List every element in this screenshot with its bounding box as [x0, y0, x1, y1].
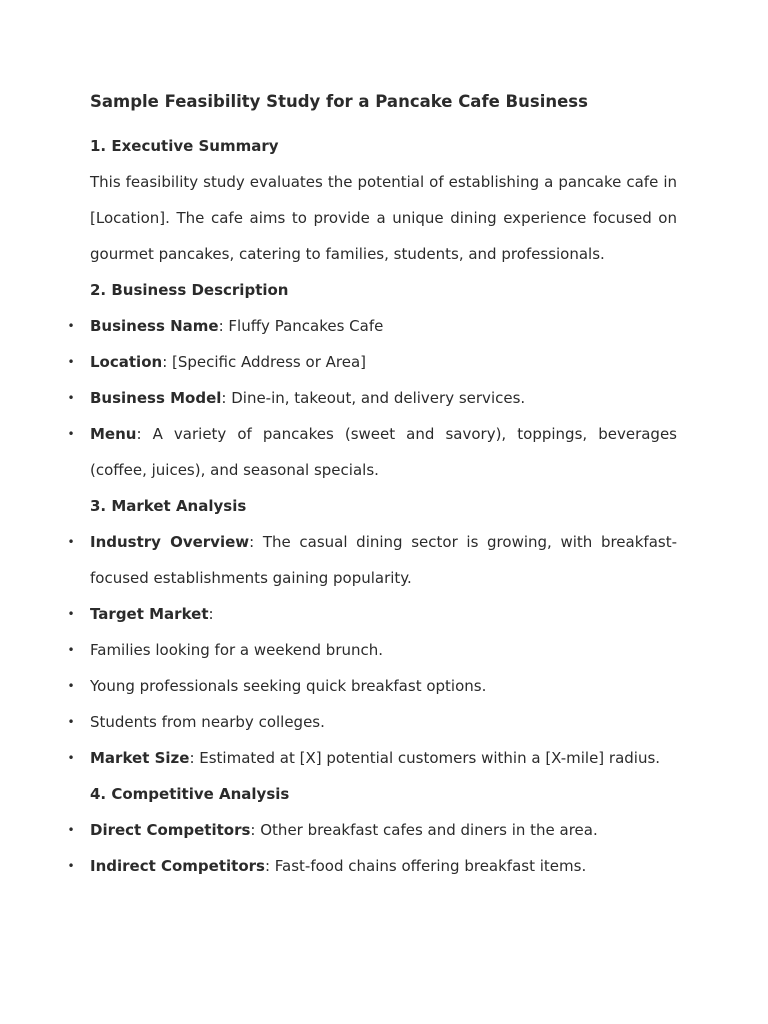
list-item-label: Location	[90, 353, 163, 371]
list-item-label: Target Market	[90, 605, 209, 623]
list-item-label: Industry Overview	[90, 533, 250, 551]
bullet-icon: •	[67, 427, 75, 441]
list-item	[67, 416, 677, 488]
bullet-icon: •	[67, 319, 75, 333]
list-item-text: : Other breakfast cafes and diners in the area.	[250, 821, 598, 839]
list-item-label: Direct Competitors	[90, 821, 251, 839]
list-item-text: Young professionals seeking quick breakfast options.	[90, 677, 487, 695]
bullet-icon: •	[67, 391, 75, 405]
section-heading-business-description: 2. Business Description	[90, 281, 289, 299]
list-item-text: : A variety of pancakes (sweet and savory), toppings, beverages (coffee, juices), and seasonal specials.	[90, 425, 677, 479]
list-item	[67, 740, 677, 776]
bullet-icon: •	[67, 535, 75, 549]
market-analysis-list	[67, 524, 677, 776]
list-item	[67, 344, 677, 380]
bullet-icon: •	[67, 859, 75, 873]
list-item-text: : Dine-in, takeout, and delivery services.	[221, 389, 526, 407]
bullet-icon: •	[67, 607, 75, 621]
list-item	[67, 704, 677, 740]
bullet-icon: •	[67, 643, 75, 657]
list-item-text: :	[208, 605, 214, 623]
list-item	[67, 848, 677, 884]
section-heading-competitive-analysis: 4. Competitive Analysis	[90, 785, 290, 803]
bullet-icon: •	[67, 823, 75, 837]
bullet-icon: •	[67, 355, 75, 369]
list-item	[67, 308, 677, 344]
list-item-label: Business Model	[90, 389, 222, 407]
list-item-text: : Fast-food chains offering breakfast items.	[264, 857, 587, 875]
competitive-analysis-list	[67, 812, 677, 884]
bullet-icon: •	[67, 751, 75, 765]
section-heading-executive-summary: 1. Executive Summary	[90, 137, 279, 155]
list-item-text: : The casual dining sector is growing, with breakfast-focused establishments gaining popularity.	[90, 533, 677, 587]
bullet-icon: •	[67, 679, 75, 693]
section-heading-market-analysis: 3. Market Analysis	[90, 497, 247, 515]
list-item-text: : Fluffy Pancakes Cafe	[218, 317, 384, 335]
list-item-label: Menu	[90, 425, 137, 443]
list-item	[67, 596, 677, 632]
business-description-list	[67, 308, 677, 488]
bullet-icon: •	[67, 715, 75, 729]
list-item-label: Market Size	[90, 749, 190, 767]
list-item	[67, 632, 677, 668]
list-item	[67, 380, 677, 416]
list-item-text: : [Specific Address or Area]	[162, 353, 366, 371]
list-item-label: Business Name	[90, 317, 219, 335]
document-title: Sample Feasibility Study for a Pancake Cafe Business	[90, 92, 588, 111]
list-item	[67, 668, 677, 704]
list-item-label: Indirect Competitors	[90, 857, 265, 875]
list-item-text: Students from nearby colleges.	[90, 713, 325, 731]
list-item-text: Families looking for a weekend brunch.	[90, 641, 384, 659]
list-item-text: : Estimated at [X] potential customers within a [X-mile] radius.	[189, 749, 661, 767]
executive-summary-paragraph: This feasibility study evaluates the potential of establishing a pancake cafe in [Location]. The cafe aims to provide a unique dining experience focused on gourmet pancakes, catering to families, students, and professionals.	[90, 173, 677, 263]
list-item	[67, 524, 677, 596]
list-item	[67, 812, 677, 848]
